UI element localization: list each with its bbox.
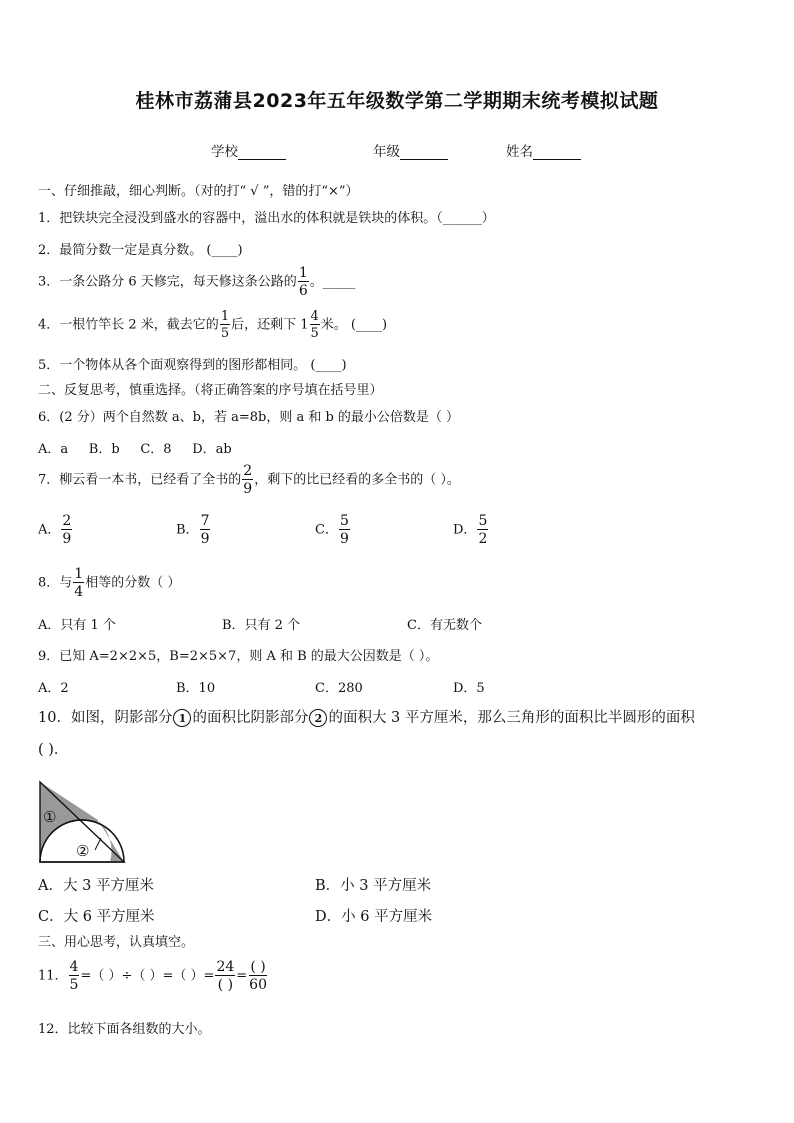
circle-2-label: 2: [309, 709, 327, 727]
q6-options: A．a B．b C．8 D．ab: [38, 442, 232, 457]
question-4: [38, 310, 387, 340]
question-9: 9．已知 A=2×2×5，B=2×5×7，则 A 和 B 的最大公因数是（ ）。: [38, 649, 439, 664]
q3-text: 3．一条公路分 6 天修完，每天修这条公路的: [38, 274, 297, 290]
triangle-semicircle-figure: [38, 780, 130, 866]
q9-option-a[interactable]: A．2: [38, 681, 69, 696]
q7-option-c[interactable]: C． $\frac{5}{9}$: [315, 513, 349, 547]
q4-text-end: 米。 (____): [320, 317, 388, 333]
q10-text-mid: 的面积比阴影部分: [192, 710, 309, 726]
q9-option-d[interactable]: D．5: [453, 681, 485, 696]
q3-blank: 。_____: [309, 274, 356, 290]
q7-fraction: $\frac{2}{9}$: [243, 463, 253, 497]
grade-field[interactable]: [373, 140, 448, 160]
q8-option-a[interactable]: A．只有 1 个: [38, 618, 116, 633]
grade-blank[interactable]: [400, 147, 448, 160]
school-blank[interactable]: [238, 147, 286, 160]
question-11: [38, 960, 269, 992]
q7-text-end: ，剩下的比已经看的多全书的（ ）。: [254, 472, 460, 488]
q7-option-d[interactable]: D． $\frac{5}{2}$: [453, 513, 488, 547]
name-label: 姓名: [506, 144, 533, 160]
q10-option-a[interactable]: A．大 3 平方厘米: [38, 878, 154, 894]
q4-fraction-1: $\frac{1}{5}$: [220, 309, 230, 341]
q10-option-b[interactable]: B．小 3 平方厘米: [315, 878, 432, 894]
name-blank[interactable]: [533, 147, 581, 160]
grade-label: 年级: [373, 144, 400, 160]
q10-text-end: 的面积大 3 平方厘米，那么三角形的面积比半圆形的面积: [328, 710, 695, 726]
page-title: 桂林市荔蒲县2023年五年级数学第二学期期末统考模拟试题: [135, 90, 659, 112]
q11-equals: =: [236, 968, 248, 984]
question-7: [38, 464, 460, 496]
q3-fraction: $\frac{1}{6}$: [298, 265, 308, 299]
question-6: 6．(2 分）两个自然数 a、b，若 a=8b，则 a 和 b 的最小公倍数是（ ）: [38, 410, 460, 425]
question-12: 12．比较下面各组数的大小。: [38, 1022, 211, 1037]
school-label: 学校: [211, 144, 238, 160]
q9-option-c[interactable]: C．280: [315, 681, 363, 696]
school-field[interactable]: [211, 140, 286, 160]
q11-fraction-3: $\frac{( )}{60}$: [249, 959, 267, 993]
q10-text: 10．如图，阴影部分: [38, 710, 173, 726]
q11-chain: =（ ）÷（ ）=（ ）=: [80, 968, 215, 984]
q10-option-c[interactable]: C．大 6 平方厘米: [38, 909, 155, 925]
q9-option-b[interactable]: B．10: [176, 681, 216, 696]
figure-label-2: ②: [76, 842, 90, 860]
q11-label: 11．: [38, 968, 68, 984]
question-2: 2．最简分数一定是真分数。 (____): [38, 243, 243, 258]
q11-fraction-1: $\frac{4}{5}$: [69, 959, 79, 993]
q10-blank: ( )．: [38, 742, 69, 758]
figure-label-1: ①: [43, 808, 57, 826]
q7-option-b[interactable]: B． $\frac{7}{9}$: [176, 513, 210, 547]
circle-1-label: 1: [173, 709, 191, 727]
q8-text-end: 相等的分数（ ）: [85, 575, 181, 591]
q8-option-b[interactable]: B．只有 2 个: [222, 618, 301, 633]
question-10: [38, 706, 695, 727]
question-3: [38, 266, 355, 298]
question-8: [38, 567, 180, 599]
section-1-heading: 一、仔细推敲，细心判断。（对的打“ √ ”，错的打“×”）: [38, 184, 359, 199]
q11-fraction-2: $\frac{24}{( )}$: [216, 959, 235, 993]
q7-option-a[interactable]: A． $\frac{2}{9}$: [38, 513, 72, 547]
q4-text: 4．一根竹竿长 2 米，截去它的: [38, 317, 219, 333]
section-3-heading: 三、用心思考，认真填空。: [38, 935, 195, 950]
q4-fraction-2: $\frac{4}{5}$: [310, 309, 319, 341]
question-1: 1．把铁块完全浸没到盛水的容器中，溢出水的体积就是铁块的体积。（______）: [38, 211, 495, 226]
section-2-heading: 二、反复思考，慎重选择。（将正确答案的序号填在括号里）: [38, 383, 383, 398]
q10-option-d[interactable]: D．小 6 平方厘米: [315, 909, 433, 925]
q8-option-c[interactable]: C．有无数个: [407, 618, 482, 633]
q4-text-mid: 后，还剩下 1: [231, 317, 309, 333]
q7-text: 7．柳云看一本书，已经看了全书的: [38, 472, 242, 488]
q8-text: 8．与: [38, 575, 73, 591]
question-5: 5．一个物体从各个面观察得到的图形都相同。 (____): [38, 358, 347, 373]
name-field[interactable]: [506, 140, 581, 160]
q8-fraction: $\frac{1}{4}$: [74, 566, 84, 600]
